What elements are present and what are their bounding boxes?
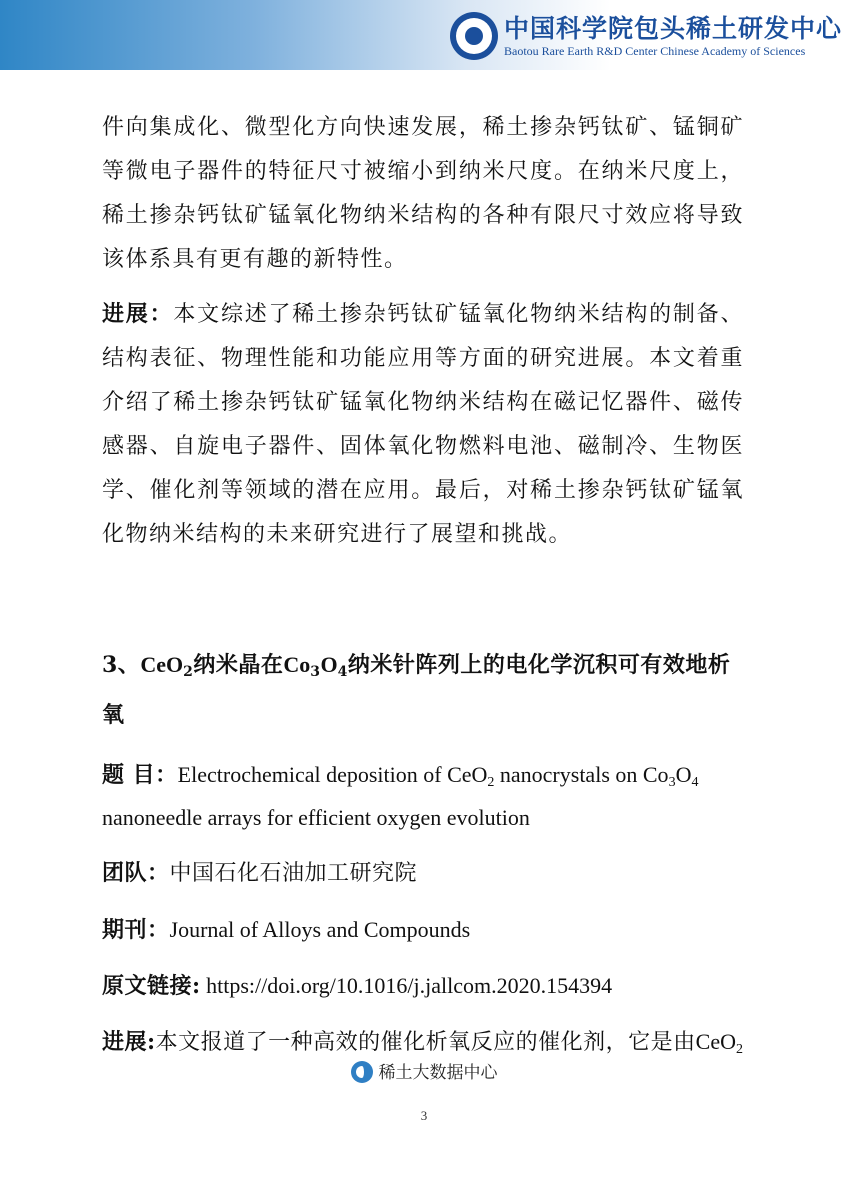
footer-brand-text: 稀土大数据中心 xyxy=(378,1063,498,1083)
doi-link[interactable]: https://doi.org/10.1016/j.jallcom.2020.154394 xyxy=(200,973,613,998)
page-number: 3 xyxy=(420,1108,428,1123)
intro-text: 件向集成化、微型化方向快速发展，稀土掺杂钙钛矿、锰铜矿等微电子器件的特征尺寸被缩小到纳米尺度。在纳米尺度上，稀土掺杂钙钛矿锰氧化物纳米结构的各种有限尺寸效应将导致该体系具有更有趣的新特性。 xyxy=(102,115,744,272)
title-field: 题 目：Electrochemical deposition of CeO$_2$ nanocrystals on $Co_3O_4$ xyxy=(102,762,699,790)
progress-label: 进展： xyxy=(102,301,174,327)
title-field-line2: nanoneedle arrays for efficient oxygen evolution xyxy=(102,805,530,830)
bigdata-logo-icon xyxy=(351,1061,373,1083)
intro-paragraph xyxy=(102,106,744,282)
section-heading: 3、CeO$_2$纳米晶在$Co_3O_4$纳米针阵列上的电化学沉积可有效地析 氧 xyxy=(102,652,731,728)
progress-text: 本文综述了稀土掺杂钙钛矿锰氧化物纳米结构的制备、结构表征、物理性能和功能应用等方面的研究进展。本文着重介绍了稀土掺杂钙钛矿锰氧化物纳米结构在磁记忆器件、磁传感器、自旋电子器件、固体氧化物燃料电池、磁制冷、生物医学、催化剂等领域的潜在应用。最后，对稀土掺杂钙钛矿锰氧化物纳米结构的未来研究进行了展望和挑战。 xyxy=(102,302,744,547)
org-name-cn: 中国科学院包头稀土研发中心 xyxy=(503,14,842,43)
footer-brand xyxy=(0,1058,848,1083)
cas-seal-icon xyxy=(450,12,498,60)
doi-link-field: 原文链接: https://doi.org/10.1016/j.jallcom.2020.154394 xyxy=(102,973,613,999)
progress-field: 进展:本文报道了一种高效的催化析氧反应的催化剂，它是由CeO$_2$ xyxy=(102,1029,743,1057)
progress-paragraph xyxy=(102,292,744,557)
org-logo xyxy=(450,8,842,64)
journal-field: 期刊：Journal of Alloys and Compounds xyxy=(102,917,471,943)
team-field: 团队：中国石化石油加工研究院 xyxy=(102,860,418,886)
org-name-en: Baotou Rare Earth R&D Center Chinese Academy of Sciences xyxy=(503,44,806,58)
page-header xyxy=(0,0,848,70)
